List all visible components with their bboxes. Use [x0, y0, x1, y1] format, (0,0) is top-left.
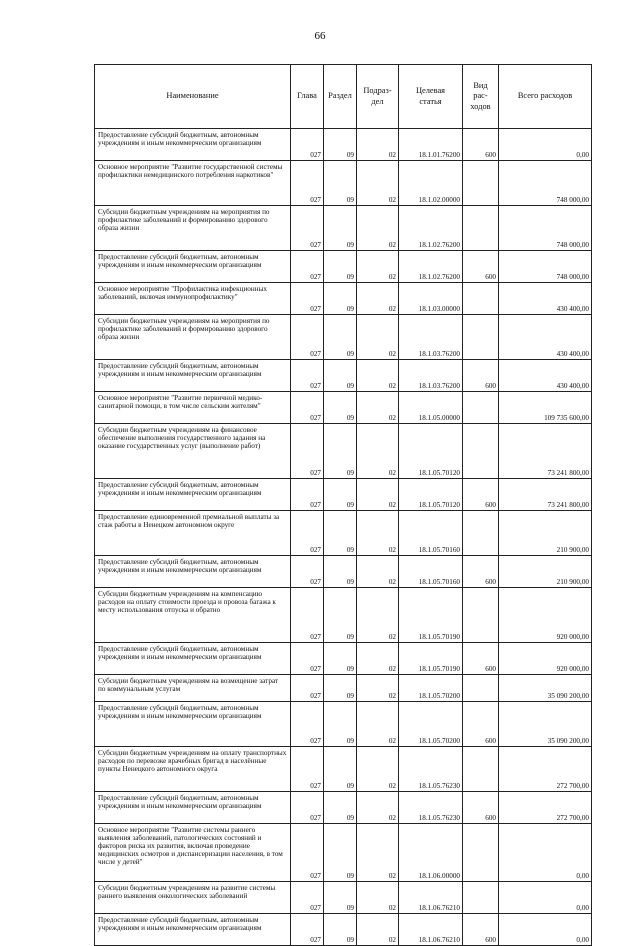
cell-expense-type [463, 161, 499, 206]
cell-name: Предоставление субсидий бюджетным, автономным учреждениям и иным некоммерческим организациям [95, 702, 291, 747]
cell-total: 35 090 200,00 [499, 675, 592, 702]
table-row [95, 824, 592, 882]
cell-chapter: 027 [291, 588, 324, 643]
cell-expense-type: 600 [463, 702, 499, 747]
cell-subsection: 02 [357, 511, 399, 556]
cell-target: 18.1.05.70200 [399, 675, 463, 702]
cell-subsection: 02 [357, 643, 399, 675]
table-row [95, 675, 592, 702]
cell-subsection: 02 [357, 588, 399, 643]
cell-target: 18.1.03.76200 [399, 315, 463, 360]
cell-target: 18.1.06.76210 [399, 914, 463, 946]
cell-chapter: 027 [291, 914, 324, 946]
cell-name: Субсидии бюджетным учреждениям на финансовое обеспечение выполнения государственного задания на оказание государственных услуг (выполнение работ) [95, 424, 291, 479]
cell-target: 18.1.05.76230 [399, 792, 463, 824]
cell-name: Основное мероприятие "Профилактика инфекционных заболеваний, включая иммунопрофилактику" [95, 283, 291, 315]
cell-target: 18.1.06.76210 [399, 882, 463, 914]
cell-name: Субсидии бюджетным учреждениям на мероприятия по профилактике заболеваний и формированию здорового образа жизни [95, 315, 291, 360]
cell-expense-type: 600 [463, 129, 499, 161]
cell-target: 18.1.06.00000 [399, 824, 463, 882]
cell-section: 09 [324, 283, 357, 315]
cell-expense-type: 600 [463, 479, 499, 511]
table-body [95, 129, 592, 946]
table-row [95, 392, 592, 424]
table-row [95, 360, 592, 392]
cell-name: Субсидии бюджетным учреждениям на компенсацию расходов на оплату стоимости проезда и провоза багажа к месту использования отпуска и обратно [95, 588, 291, 643]
table-row [95, 792, 592, 824]
cell-name: Субсидии бюджетным учреждениям на возмещение затрат по коммунальным услугам [95, 675, 291, 702]
cell-subsection: 02 [357, 283, 399, 315]
cell-total: 0,00 [499, 824, 592, 882]
cell-subsection: 02 [357, 206, 399, 251]
cell-chapter: 027 [291, 702, 324, 747]
cell-expense-type: 600 [463, 914, 499, 946]
table-row [95, 251, 592, 283]
cell-target: 18.1.02.76200 [399, 206, 463, 251]
cell-name: Предоставление субсидий бюджетным, автономным учреждениям и иным некоммерческим организациям [95, 792, 291, 824]
cell-expense-type: 600 [463, 251, 499, 283]
cell-name: Субсидии бюджетным учреждениям на мероприятия по профилактике заболеваний и формированию здорового образа жизни [95, 206, 291, 251]
cell-section: 09 [324, 479, 357, 511]
cell-total: 430 400,00 [499, 315, 592, 360]
cell-target: 18.1.05.00000 [399, 392, 463, 424]
cell-chapter: 027 [291, 161, 324, 206]
header-chapter: Глава [291, 65, 324, 129]
cell-expense-type: 600 [463, 556, 499, 588]
cell-expense-type [463, 747, 499, 792]
cell-subsection: 02 [357, 392, 399, 424]
cell-total: 430 400,00 [499, 360, 592, 392]
cell-section: 09 [324, 702, 357, 747]
cell-name: Предоставление субсидий бюджетным, автономным учреждениям и иным некоммерческим организациям [95, 479, 291, 511]
cell-total: 73 241 800,00 [499, 424, 592, 479]
table-row [95, 643, 592, 675]
cell-name: Предоставление субсидий бюджетным, автономным учреждениям и иным некоммерческим организациям [95, 556, 291, 588]
cell-name: Субсидии бюджетным учреждениям на оплату транспортных расходов по перевозке врачебных бригад в населённые пункты Ненецкого автономного округа [95, 747, 291, 792]
cell-total: 748 000,00 [499, 206, 592, 251]
cell-section: 09 [324, 588, 357, 643]
cell-target: 18.1.03.76200 [399, 360, 463, 392]
table-row [95, 511, 592, 556]
table-row [95, 702, 592, 747]
cell-chapter: 027 [291, 479, 324, 511]
table-row [95, 479, 592, 511]
cell-section: 09 [324, 747, 357, 792]
table-row [95, 747, 592, 792]
cell-section: 09 [324, 556, 357, 588]
header-row [95, 65, 592, 129]
cell-subsection: 02 [357, 161, 399, 206]
cell-name: Предоставление субсидий бюджетным, автономным учреждениям и иным некоммерческим организациям [95, 129, 291, 161]
cell-subsection: 02 [357, 882, 399, 914]
cell-subsection: 02 [357, 914, 399, 946]
table-row [95, 424, 592, 479]
cell-chapter: 027 [291, 556, 324, 588]
cell-total: 748 000,00 [499, 161, 592, 206]
header-total: Всего расходов [499, 65, 592, 129]
cell-name: Основное мероприятие "Развитие первичной медико-санитарной помощи, в том числе сельским жителям" [95, 392, 291, 424]
cell-subsection: 02 [357, 792, 399, 824]
cell-expense-type [463, 392, 499, 424]
table-row [95, 283, 592, 315]
header-target: Целевая статья [399, 65, 463, 129]
cell-section: 09 [324, 792, 357, 824]
cell-chapter: 027 [291, 511, 324, 556]
cell-total: 210 900,00 [499, 556, 592, 588]
cell-target: 18.1.02.76200 [399, 251, 463, 283]
cell-target: 18.1.02.00000 [399, 161, 463, 206]
table-row [95, 315, 592, 360]
cell-total: 430 400,00 [499, 283, 592, 315]
cell-subsection: 02 [357, 251, 399, 283]
cell-expense-type [463, 206, 499, 251]
cell-total: 210 900,00 [499, 511, 592, 556]
cell-section: 09 [324, 315, 357, 360]
cell-target: 18.1.05.70200 [399, 702, 463, 747]
header-expense-type: Вид рас- ходов [463, 65, 499, 129]
cell-expense-type [463, 882, 499, 914]
cell-target: 18.1.05.76230 [399, 747, 463, 792]
cell-subsection: 02 [357, 824, 399, 882]
cell-total: 0,00 [499, 882, 592, 914]
cell-section: 09 [324, 914, 357, 946]
cell-subsection: 02 [357, 702, 399, 747]
cell-target: 18.1.05.70190 [399, 588, 463, 643]
cell-name: Основное мероприятие "Развитие системы раннего выявления заболеваний, патологических состояний и факторов риска их развития, включая проведение медицинских осмотров и диспансеризации населения, в том числе у детей" [95, 824, 291, 882]
cell-name: Предоставление единовременной премиальной выплаты за стаж работы в Ненецком автономном округе [95, 511, 291, 556]
cell-total: 35 090 200,00 [499, 702, 592, 747]
cell-section: 09 [324, 511, 357, 556]
table-row [95, 588, 592, 643]
cell-subsection: 02 [357, 129, 399, 161]
cell-name: Предоставление субсидий бюджетным, автономным учреждениям и иным некоммерческим организациям [95, 914, 291, 946]
cell-subsection: 02 [357, 424, 399, 479]
cell-chapter: 027 [291, 824, 324, 882]
cell-section: 09 [324, 392, 357, 424]
cell-expense-type [463, 424, 499, 479]
cell-chapter: 027 [291, 129, 324, 161]
cell-section: 09 [324, 675, 357, 702]
cell-name: Субсидии бюджетным учреждениям на развитие системы раннего выявления онкологических заболеваний [95, 882, 291, 914]
table-row [95, 129, 592, 161]
cell-name: Основное мероприятие "Развитие государственной системы профилактики немедицинского потребления наркотиков" [95, 161, 291, 206]
table-row [95, 206, 592, 251]
cell-section: 09 [324, 824, 357, 882]
cell-total: 272 700,00 [499, 792, 592, 824]
cell-expense-type [463, 588, 499, 643]
cell-section: 09 [324, 424, 357, 479]
cell-subsection: 02 [357, 556, 399, 588]
table-row [95, 914, 592, 946]
cell-subsection: 02 [357, 315, 399, 360]
cell-chapter: 027 [291, 206, 324, 251]
cell-name: Предоставление субсидий бюджетным, автономным учреждениям и иным некоммерческим организациям [95, 251, 291, 283]
cell-target: 18.1.01.76200 [399, 129, 463, 161]
cell-total: 920 000,00 [499, 643, 592, 675]
cell-name: Предоставление субсидий бюджетным, автономным учреждениям и иным некоммерческим организациям [95, 643, 291, 675]
cell-target: 18.1.03.00000 [399, 283, 463, 315]
cell-expense-type [463, 283, 499, 315]
table-row [95, 882, 592, 914]
cell-expense-type [463, 315, 499, 360]
cell-chapter: 027 [291, 643, 324, 675]
cell-chapter: 027 [291, 675, 324, 702]
cell-subsection: 02 [357, 747, 399, 792]
cell-subsection: 02 [357, 675, 399, 702]
cell-section: 09 [324, 360, 357, 392]
cell-chapter: 027 [291, 424, 324, 479]
cell-expense-type [463, 511, 499, 556]
cell-total: 748 000,00 [499, 251, 592, 283]
cell-chapter: 027 [291, 315, 324, 360]
cell-total: 109 735 600,00 [499, 392, 592, 424]
cell-chapter: 027 [291, 792, 324, 824]
cell-chapter: 027 [291, 251, 324, 283]
cell-name: Предоставление субсидий бюджетным, автономным учреждениям и иным некоммерческим организациям [95, 360, 291, 392]
cell-total: 0,00 [499, 914, 592, 946]
table-row [95, 161, 592, 206]
header-section: Раздел [324, 65, 357, 129]
cell-chapter: 027 [291, 392, 324, 424]
cell-chapter: 027 [291, 360, 324, 392]
cell-section: 09 [324, 251, 357, 283]
header-subsection: Подраз- дел [357, 65, 399, 129]
cell-expense-type: 600 [463, 792, 499, 824]
cell-total: 920 000,00 [499, 588, 592, 643]
cell-target: 18.1.05.70120 [399, 424, 463, 479]
cell-target: 18.1.05.70120 [399, 479, 463, 511]
cell-expense-type [463, 824, 499, 882]
cell-subsection: 02 [357, 479, 399, 511]
cell-expense-type: 600 [463, 643, 499, 675]
cell-target: 18.1.05.70160 [399, 511, 463, 556]
cell-total: 272 700,00 [499, 747, 592, 792]
cell-section: 09 [324, 882, 357, 914]
header-name: Наименование [95, 65, 291, 129]
cell-chapter: 027 [291, 283, 324, 315]
cell-total: 73 241 800,00 [499, 479, 592, 511]
cell-section: 09 [324, 206, 357, 251]
cell-chapter: 027 [291, 747, 324, 792]
table-row [95, 556, 592, 588]
page-number: 66 [314, 30, 326, 42]
cell-chapter: 027 [291, 882, 324, 914]
cell-total: 0,00 [499, 129, 592, 161]
cell-section: 09 [324, 643, 357, 675]
budget-table [94, 64, 592, 946]
cell-target: 18.1.05.70160 [399, 556, 463, 588]
cell-target: 18.1.05.70190 [399, 643, 463, 675]
cell-expense-type: 600 [463, 360, 499, 392]
cell-expense-type [463, 675, 499, 702]
cell-section: 09 [324, 161, 357, 206]
cell-subsection: 02 [357, 360, 399, 392]
cell-section: 09 [324, 129, 357, 161]
